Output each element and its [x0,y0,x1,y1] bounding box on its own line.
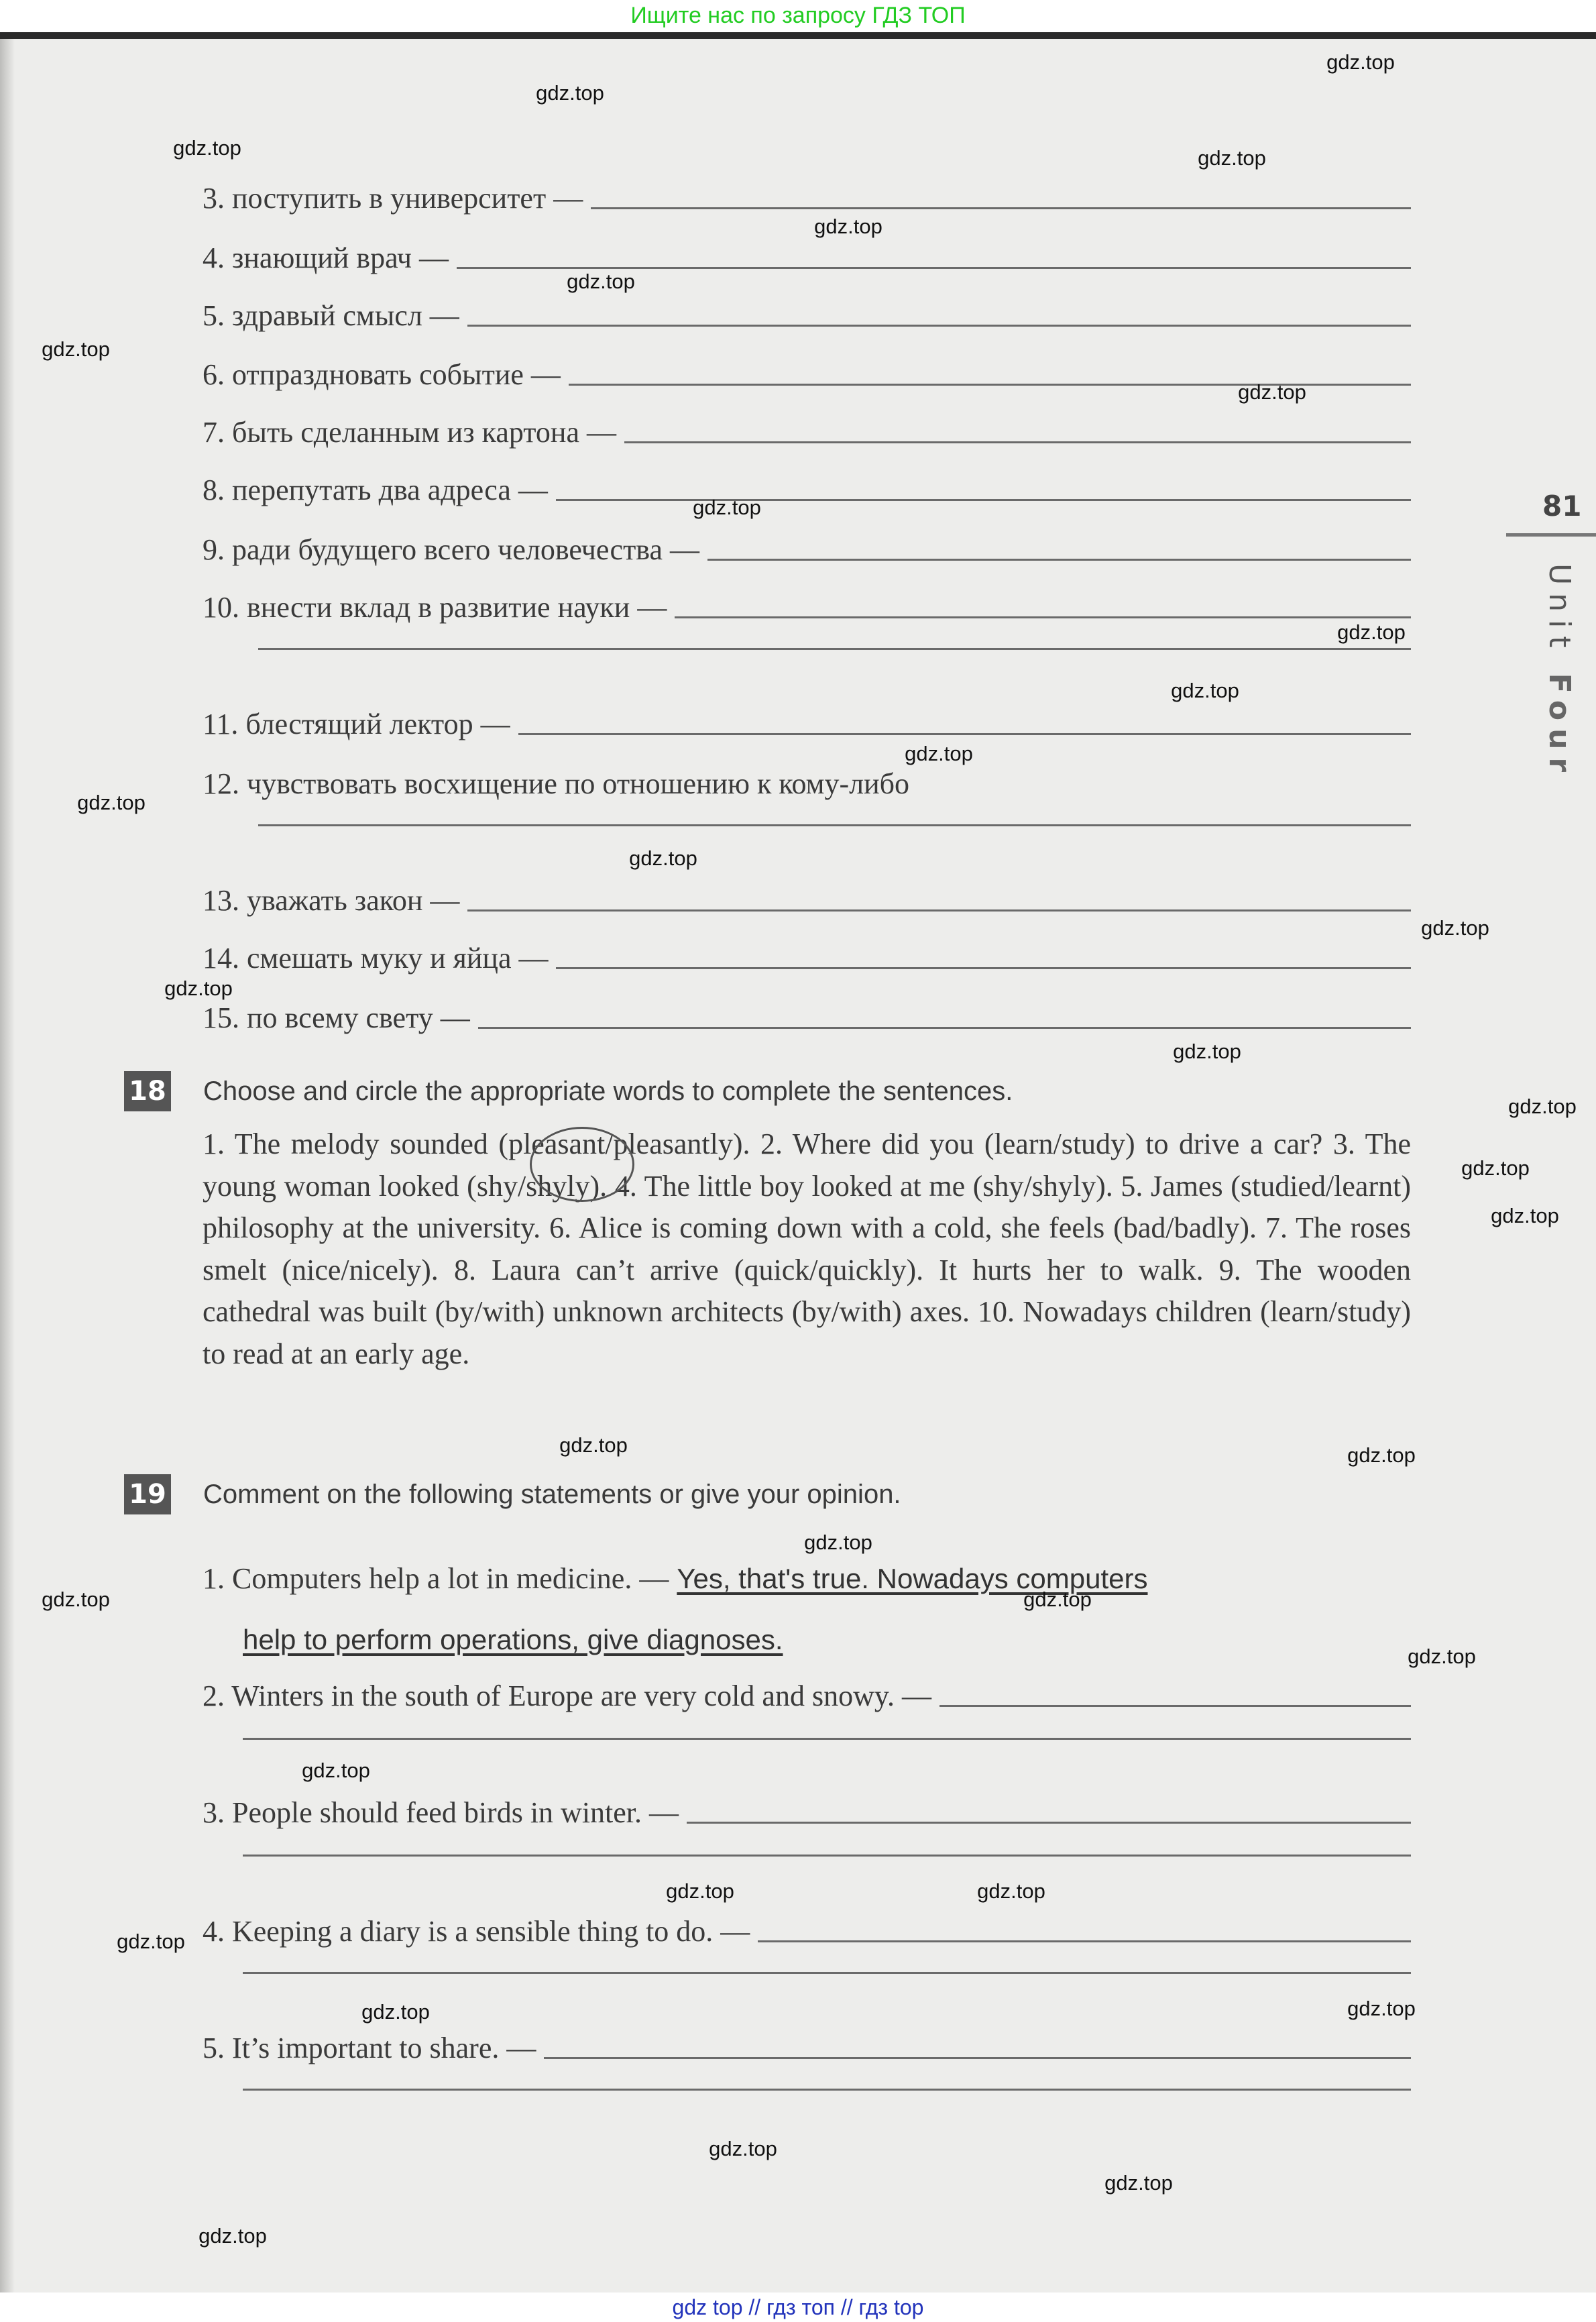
answer-blank[interactable] [687,1822,1411,1824]
watermark: gdz.top [1461,1156,1530,1180]
search-banner[interactable]: Ищите нас по запросу ГДЗ ТОП [630,3,966,28]
page-number: 81 [1542,490,1582,522]
watermark: gdz.top [567,270,635,293]
item-text: 9. ради будущего всего человечества — [203,533,700,566]
watermark: gdz.top [117,1930,185,1953]
translation-item [203,941,1411,976]
continuation-line [243,1738,1411,1747]
statement-text: 1. Computers help a lot in medicine. — [203,1562,669,1595]
statement-text: 4. Keeping a diary is a sensible thing to do. — [203,1915,750,1948]
answer-circle-mark [530,1127,634,1202]
statement [203,2031,1411,2066]
statement [203,1914,1411,1949]
translation-item [203,181,1411,216]
answer-blank[interactable] [478,1027,1411,1029]
answer-line [243,1622,1411,1658]
watermark: gdz.top [1491,1204,1559,1227]
watermark: gdz.top [629,846,697,870]
exercise-number-badge: 19 [124,1474,171,1514]
translation-item [203,533,1411,567]
watermark: gdz.top [709,2137,777,2160]
watermark: gdz.top [1023,1588,1092,1611]
statement-text: 3. People should feed birds in winter. — [203,1796,679,1829]
watermark: gdz.top [1337,620,1406,644]
answer-blank[interactable] [758,1940,1411,1942]
answer-blank[interactable] [624,441,1411,443]
watermark: gdz.top [666,1879,734,1903]
answer-blank[interactable] [243,1855,1411,1857]
item-text: 3. поступить в университет — [203,182,583,215]
translation-item [203,473,1411,508]
watermark: gdz.top [1238,380,1306,404]
watermark: gdz.top [1408,1645,1476,1668]
answer-blank[interactable] [467,909,1411,911]
translation-item [203,298,1411,333]
continuation-line [243,1855,1411,1863]
unit-label-word: Unit [1542,563,1577,673]
watermark: gdz.top [42,337,110,361]
watermark: gdz.top [1347,1997,1416,2020]
watermark: gdz.top [1326,50,1395,74]
exercise-18-text: 1. The melody sounded (pleasant/pleasantly). 2. Where did you (learn/study) to drive a car? 3. The young woman looked (shy/shyly). 4. The little boy looked at me (shy/shyly). 5. James (studied/learnt) philosophy at the university. 6. Alice is coming down with a cold, she feels (bad/badly). 7. The roses smelt (nice/nicely). 8. Laura can’t arrive (quick/quickly). It hurts her to walk. 9. The wooden cathedral was built (by/with) unknown architects (by/with) axes. 10. Nowadays children (learn/study) to read at an early age. [203,1127,1411,1370]
statement-text: 5. It’s important to share. — [203,2032,536,2064]
continuation-line [243,2089,1411,2097]
handwritten-answer[interactable]: help to perform operations, give diagnoses. [243,1624,783,1655]
exercise-instruction: Comment on the following statements or give your opinion. [203,1479,901,1509]
watermark: gdz.top [814,215,882,238]
translation-item [203,707,1411,742]
watermark: gdz.top [1198,146,1266,170]
continuation-line [243,1972,1411,1981]
watermark: gdz.top [164,977,233,1000]
watermark: gdz.top [1104,2171,1173,2195]
footer-links[interactable]: gdz top // гдз топ // гдз top [0,2292,1596,2322]
continuation-line [258,648,1411,657]
item-text: 15. по всему свету — [203,1001,470,1034]
item-text: 7. быть сделанным из картона — [203,416,616,449]
answer-blank[interactable] [243,1972,1411,1974]
watermark: gdz.top [173,136,241,160]
watermark: gdz.top [559,1433,628,1457]
item-text: 14. смешать муку и яйца — [203,942,549,975]
translation-item [203,357,1411,392]
watermark: gdz.top [42,1588,110,1611]
statement-text: 2. Winters in the south of Europe are very cold and snowy. — [203,1679,931,1712]
watermark: gdz.top [1508,1095,1577,1118]
item-text: 4. знающий врач — [203,241,449,274]
answer-blank[interactable] [675,616,1411,618]
exercise-number-badge: 18 [124,1071,171,1111]
watermark: gdz.top [693,496,761,519]
watermark: gdz.top [536,81,604,105]
item-text: 5. здравый смысл — [203,299,459,332]
answer-blank[interactable] [707,559,1411,561]
watermark: gdz.top [77,791,146,814]
exercise-18-header [124,1071,1013,1111]
page-number-rule [1506,533,1596,537]
answer-blank[interactable] [258,824,1411,826]
unit-label [1542,563,1577,780]
continuation-line [258,824,1411,833]
item-text: 10. внести вклад в развитие науки — [203,591,667,624]
watermark: gdz.top [977,1879,1045,1903]
watermark: gdz.top [1171,679,1239,702]
answer-blank[interactable] [556,499,1411,501]
answer-blank[interactable] [939,1705,1411,1707]
answer-blank[interactable] [544,2057,1411,2059]
page-binding-shadow [0,39,15,2292]
statement [203,1795,1411,1830]
item-text: 12. чувствовать восхищение по отношению к кому-либо [203,767,910,800]
translation-item [203,241,1411,276]
item-text: 13. уважать закон — [203,884,460,917]
answer-blank[interactable] [457,267,1411,269]
watermark: gdz.top [1421,916,1489,940]
exercise-instruction: Choose and circle the appropriate words to complete the sentences. [203,1076,1013,1106]
translation-item [203,883,1411,918]
answer-blank[interactable] [258,648,1411,650]
watermark: gdz.top [1173,1040,1241,1063]
answer-blank[interactable] [591,207,1411,209]
translation-item [203,1001,1411,1036]
item-text: 6. отпраздновать событие — [203,358,561,391]
translation-item [203,590,1411,625]
statement [203,1679,1411,1714]
watermark: gdz.top [1347,1443,1416,1467]
watermark: gdz.top [804,1531,872,1554]
unit-label-number: Four [1542,673,1577,781]
item-text: 11. блестящий лектор — [203,708,510,740]
item-text: 8. перепутать два адреса — [203,474,548,506]
exercise-19-header [124,1474,901,1514]
watermark: gdz.top [905,742,973,765]
translation-item [203,415,1411,450]
answer-blank[interactable] [556,967,1411,969]
watermark: gdz.top [302,1759,370,1782]
statement [203,1561,1411,1596]
handwritten-answer[interactable]: Yes, that's true. Nowadays computers [677,1563,1148,1594]
answer-blank[interactable] [243,2089,1411,2091]
answer-blank[interactable] [518,733,1411,735]
watermark: gdz.top [198,2224,267,2248]
translation-item [203,767,1411,801]
answer-blank[interactable] [243,1738,1411,1740]
answer-blank[interactable] [467,325,1411,327]
watermark: gdz.top [361,2000,430,2024]
